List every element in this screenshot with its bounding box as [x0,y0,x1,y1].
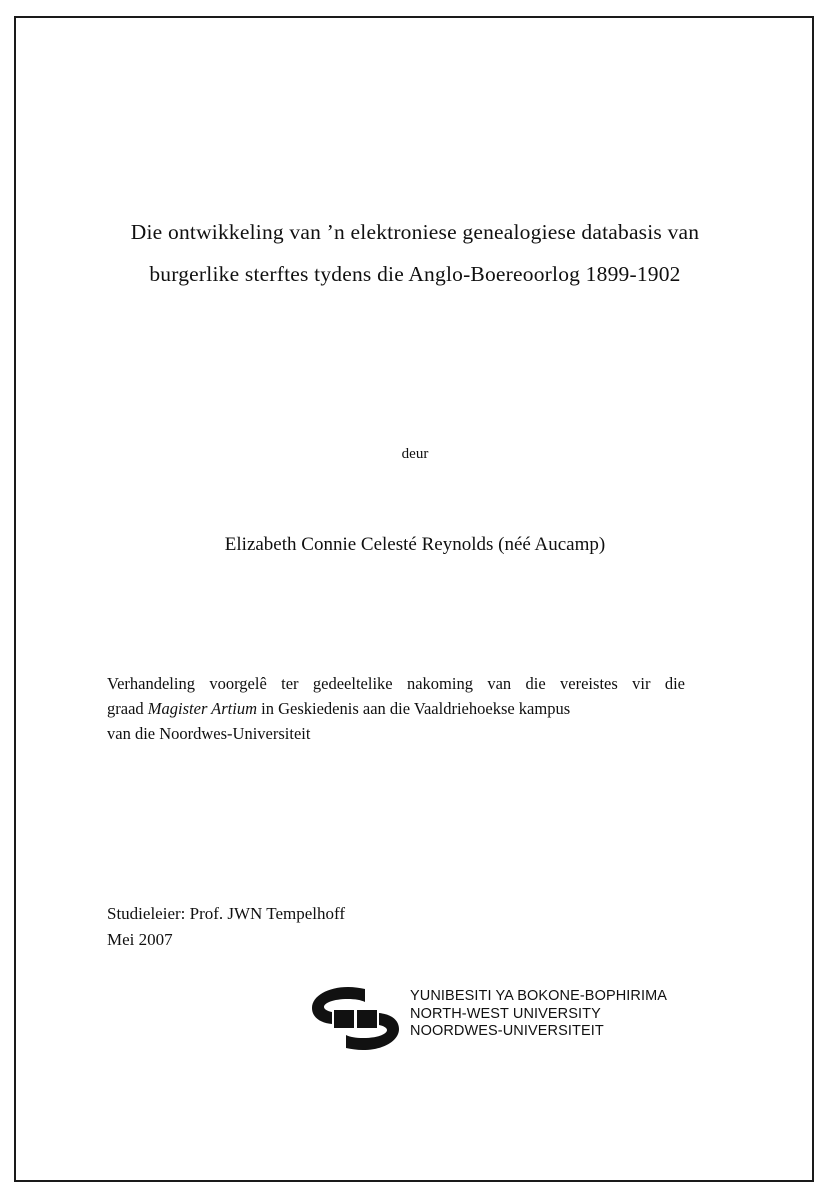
statement-line-3: van die Noordwes-Universiteit [107,724,311,743]
date-line: Mei 2007 [107,930,173,949]
page-content [60,16,770,1182]
statement-line-1: Verhandeling voorgelê ter gedeeltelike nakoming van die vereistes vir die [107,674,685,693]
supervisor-and-date [107,901,667,953]
thesis-title [95,211,735,295]
by-label: deur [401,446,429,462]
statement-line-2-prefix: graad [107,699,148,718]
degree-statement [107,671,685,746]
logo-text-block [410,988,667,1041]
title-line-2: burgerlike sterftes tydens die Anglo-Boereoorlog 1899-1902 [149,262,681,286]
university-logo [255,978,668,1058]
logo-text-line-1: YUNIBESITI YA BOKONE-BOPHIRIMA [410,988,668,1004]
supervisor-line: Studieleier: Prof. JWN Tempelhoff [107,904,346,923]
statement-line-2 [107,696,685,721]
author-name: Elizabeth Connie Celesté Reynolds (néé Aucamp) [224,534,606,555]
logo-text-line-2: NORTH-WEST UNIVERSITY [410,1005,601,1022]
logo-text-line-3: NOORDWES-UNIVERSITEIT [410,1023,604,1039]
north-west-university-logo-icon [310,986,402,1052]
title-line-1: Die ontwikkeling van ’n elektroniese genealogiese databasis van [130,220,700,244]
statement-line-2-suffix: in Geskiedenis aan die Vaaldriehoekse kampus [257,699,571,718]
degree-name: Magister Artium [147,699,258,718]
